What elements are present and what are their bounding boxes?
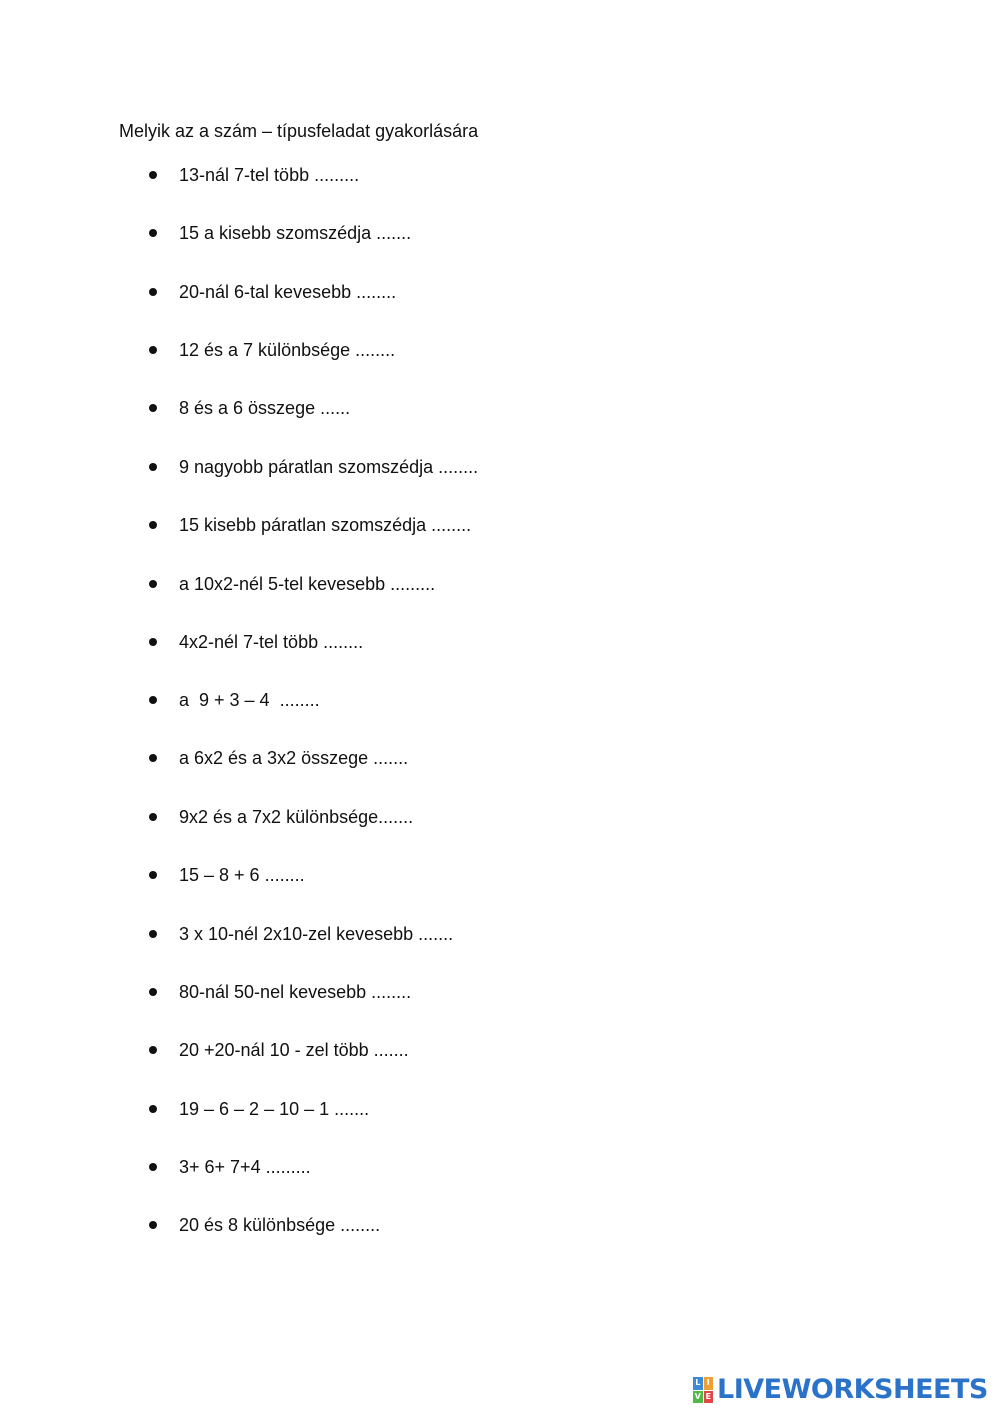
bullet-icon xyxy=(149,171,157,179)
bullet-icon xyxy=(149,1046,157,1054)
task-text: 15 – 8 + 6 ........ xyxy=(179,865,305,885)
task-item xyxy=(0,746,700,770)
task-item xyxy=(0,1038,700,1062)
task-item xyxy=(0,863,700,887)
task-item xyxy=(0,922,700,946)
bullet-icon xyxy=(149,229,157,237)
logo-letter: V xyxy=(693,1391,703,1404)
task-item xyxy=(0,980,700,1004)
task-text: a 10x2-nél 5-tel kevesebb ......... xyxy=(179,574,436,594)
bullet-icon xyxy=(149,754,157,762)
task-text: 20 és 8 különbsége ........ xyxy=(179,1215,381,1235)
task-text: 20-nál 6-tal kevesebb ........ xyxy=(179,282,397,302)
task-item xyxy=(0,455,700,479)
task-item xyxy=(0,572,700,596)
bullet-icon xyxy=(149,463,157,471)
bullet-icon xyxy=(149,638,157,646)
task-item xyxy=(0,280,700,304)
bullet-icon xyxy=(149,696,157,704)
logo-letter: E xyxy=(704,1391,714,1404)
liveworksheets-brand[interactable] xyxy=(693,1375,988,1405)
page-title: Melyik az a szám – típusfeladat gyakorlására xyxy=(119,121,479,141)
task-text: 80-nál 50-nel kevesebb ........ xyxy=(179,982,412,1002)
logo-letter: L xyxy=(693,1377,703,1390)
task-text: 12 és a 7 különbsége ........ xyxy=(179,340,396,360)
bullet-icon xyxy=(149,1221,157,1229)
task-text: 3+ 6+ 7+4 ......... xyxy=(179,1157,311,1177)
task-text: 9x2 és a 7x2 különbsége....... xyxy=(179,807,414,827)
bullet-icon xyxy=(149,1163,157,1171)
task-item xyxy=(0,688,700,712)
liveworksheets-logo-icon xyxy=(693,1377,713,1403)
task-item xyxy=(0,396,700,420)
task-text: a 9 + 3 – 4 ........ xyxy=(179,690,320,710)
task-item xyxy=(0,163,700,187)
task-text: 15 a kisebb szomszédja ....... xyxy=(179,223,412,243)
task-item xyxy=(0,630,700,654)
task-text: 13-nál 7-tel több ......... xyxy=(179,165,360,185)
task-item xyxy=(0,1097,700,1121)
task-text: 19 – 6 – 2 – 10 – 1 ....... xyxy=(179,1099,370,1119)
task-item xyxy=(0,338,700,362)
brand-name: LIVEWORKSHEETS xyxy=(717,1374,988,1405)
task-text: 4x2-nél 7-tel több ........ xyxy=(179,632,364,652)
task-item xyxy=(0,805,700,829)
bullet-icon xyxy=(149,346,157,354)
bullet-icon xyxy=(149,580,157,588)
logo-letter: I xyxy=(704,1377,714,1390)
bullet-icon xyxy=(149,288,157,296)
task-item xyxy=(0,1213,700,1237)
task-text: 9 nagyobb páratlan szomszédja ........ xyxy=(179,457,479,477)
task-text: 20 +20-nál 10 - zel több ....... xyxy=(179,1040,409,1060)
bullet-icon xyxy=(149,813,157,821)
task-text: 8 és a 6 összege ...... xyxy=(179,398,351,418)
task-item xyxy=(0,513,700,537)
task-item xyxy=(0,221,700,245)
task-text: 15 kisebb páratlan szomszédja ........ xyxy=(179,515,472,535)
bullet-icon xyxy=(149,871,157,879)
bullet-icon xyxy=(149,930,157,938)
task-item xyxy=(0,1155,700,1179)
task-text: a 6x2 és a 3x2 összege ....... xyxy=(179,748,409,768)
bullet-icon xyxy=(149,988,157,996)
bullet-icon xyxy=(149,521,157,529)
task-text: 3 x 10-nél 2x10-zel kevesebb ....... xyxy=(179,924,454,944)
bullet-icon xyxy=(149,1105,157,1113)
bullet-icon xyxy=(149,404,157,412)
